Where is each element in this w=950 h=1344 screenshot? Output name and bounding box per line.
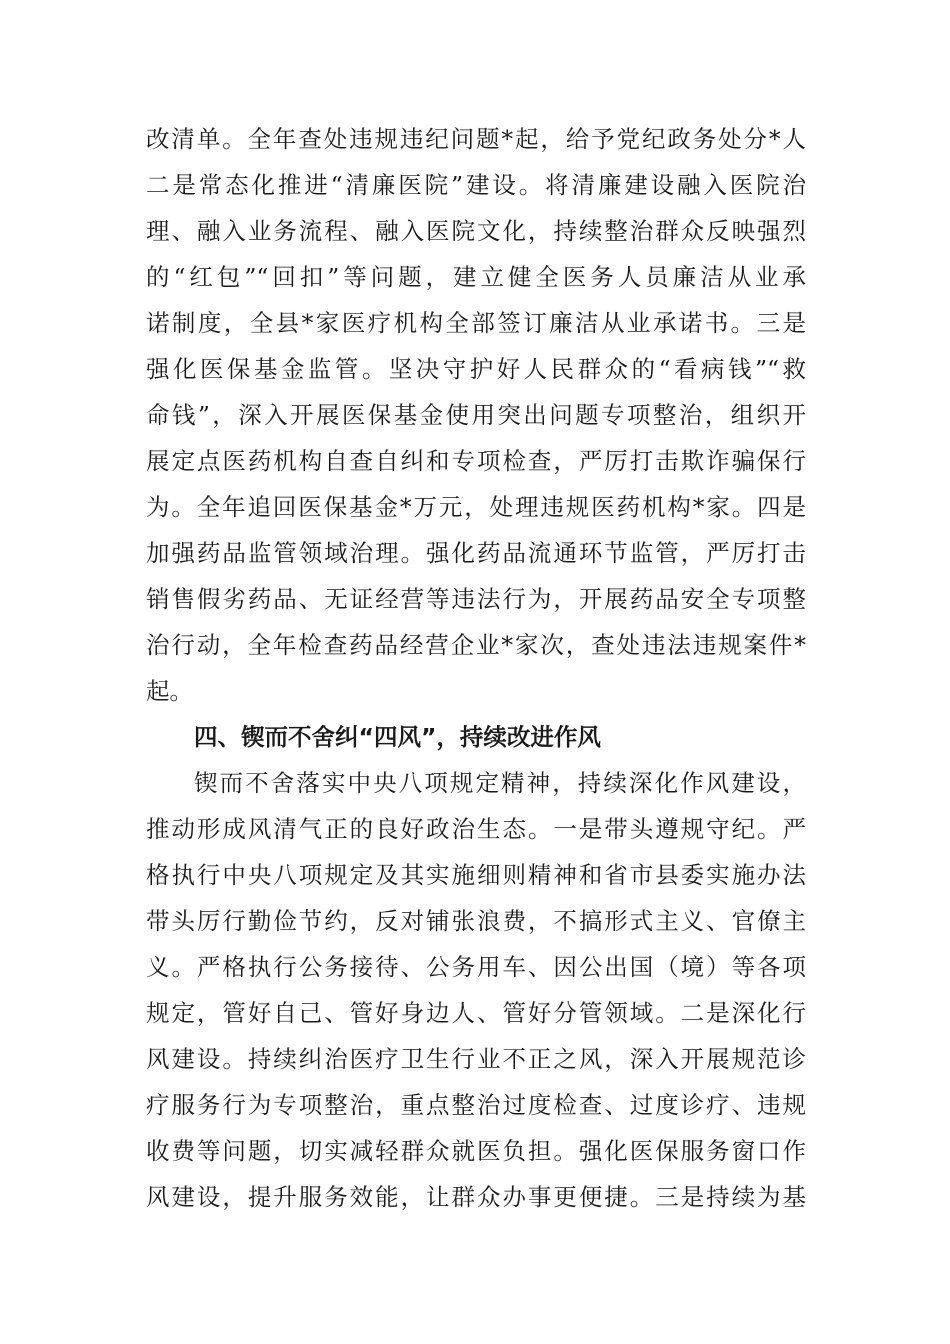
paragraph-line: 规定，管好自己、管好身边人、管好分管领域。二是深化行 [146,999,806,1027]
paragraph-line: 销售假劣药品、无证经营等违法行为，开展药品安全专项整 [146,585,806,613]
section-heading: 四、锲而不舍纠“四风”，持续改进作风 [194,723,601,751]
paragraph-line: 治行动，全年检查药品经营企业*家次，查处违法违规案件* [146,631,806,659]
paragraph-line: 加强药品监管领域治理。强化药品流通环节监管，严厉打击 [146,539,806,567]
paragraph-line: 风建设。持续纠治医疗卫生行业不正之风，深入开展规范诊 [146,1045,806,1073]
paragraph-line: 收费等问题，切实减轻群众就医负担。强化医保服务窗口作 [146,1137,806,1165]
paragraph-first-line: 锲而不舍落实中央八项规定精神，持续深化作风建设， [194,769,806,797]
paragraph-line: 疗服务行为专项整治，重点整治过度检查、过度诊疗、违规 [146,1091,806,1119]
paragraph-line: 义。严格执行公务接待、公务用车、因公出国（境）等各项 [146,953,806,981]
paragraph-line: 格执行中央八项规定及其实施细则精神和省市县委实施办法 [146,861,806,889]
paragraph-line: 理、融入业务流程、融入医院文化，持续整治群众反映强烈 [146,217,806,245]
paragraph-line: 带头厉行勤俭节约，反对铺张浪费，不搞形式主义、官僚主 [146,907,806,935]
paragraph-line: 推动形成风清气正的良好政治生态。一是带头遵规守纪。严 [146,815,806,843]
paragraph-line: 命钱”，深入开展医保基金使用突出问题专项整治，组织开 [146,401,806,429]
paragraph-line: 诺制度，全县*家医疗机构全部签订廉洁从业承诺书。三是 [146,309,806,337]
paragraph-line: 起。 [146,677,193,705]
paragraph-line: 强化医保基金监管。坚决守护好人民群众的“看病钱”“救 [146,355,806,383]
paragraph-line: 的“红包”“回扣”等问题，建立健全医务人员廉洁从业承 [146,263,806,291]
paragraph-line: 为。全年追回医保基金*万元，处理违规医药机构*家。四是 [146,493,806,521]
paragraph-line: 展定点医药机构自查自纠和专项检查，严厉打击欺诈骗保行 [146,447,806,475]
paragraph-line: 风建设，提升服务效能，让群众办事更便捷。三是持续为基 [146,1183,806,1211]
paragraph-line: 改清单。全年查处违规违纪问题*起，给予党纪政务处分*人 [146,125,806,153]
paragraph-line: 二是常态化推进“清廉医院”建设。将清廉建设融入医院治 [146,171,806,199]
